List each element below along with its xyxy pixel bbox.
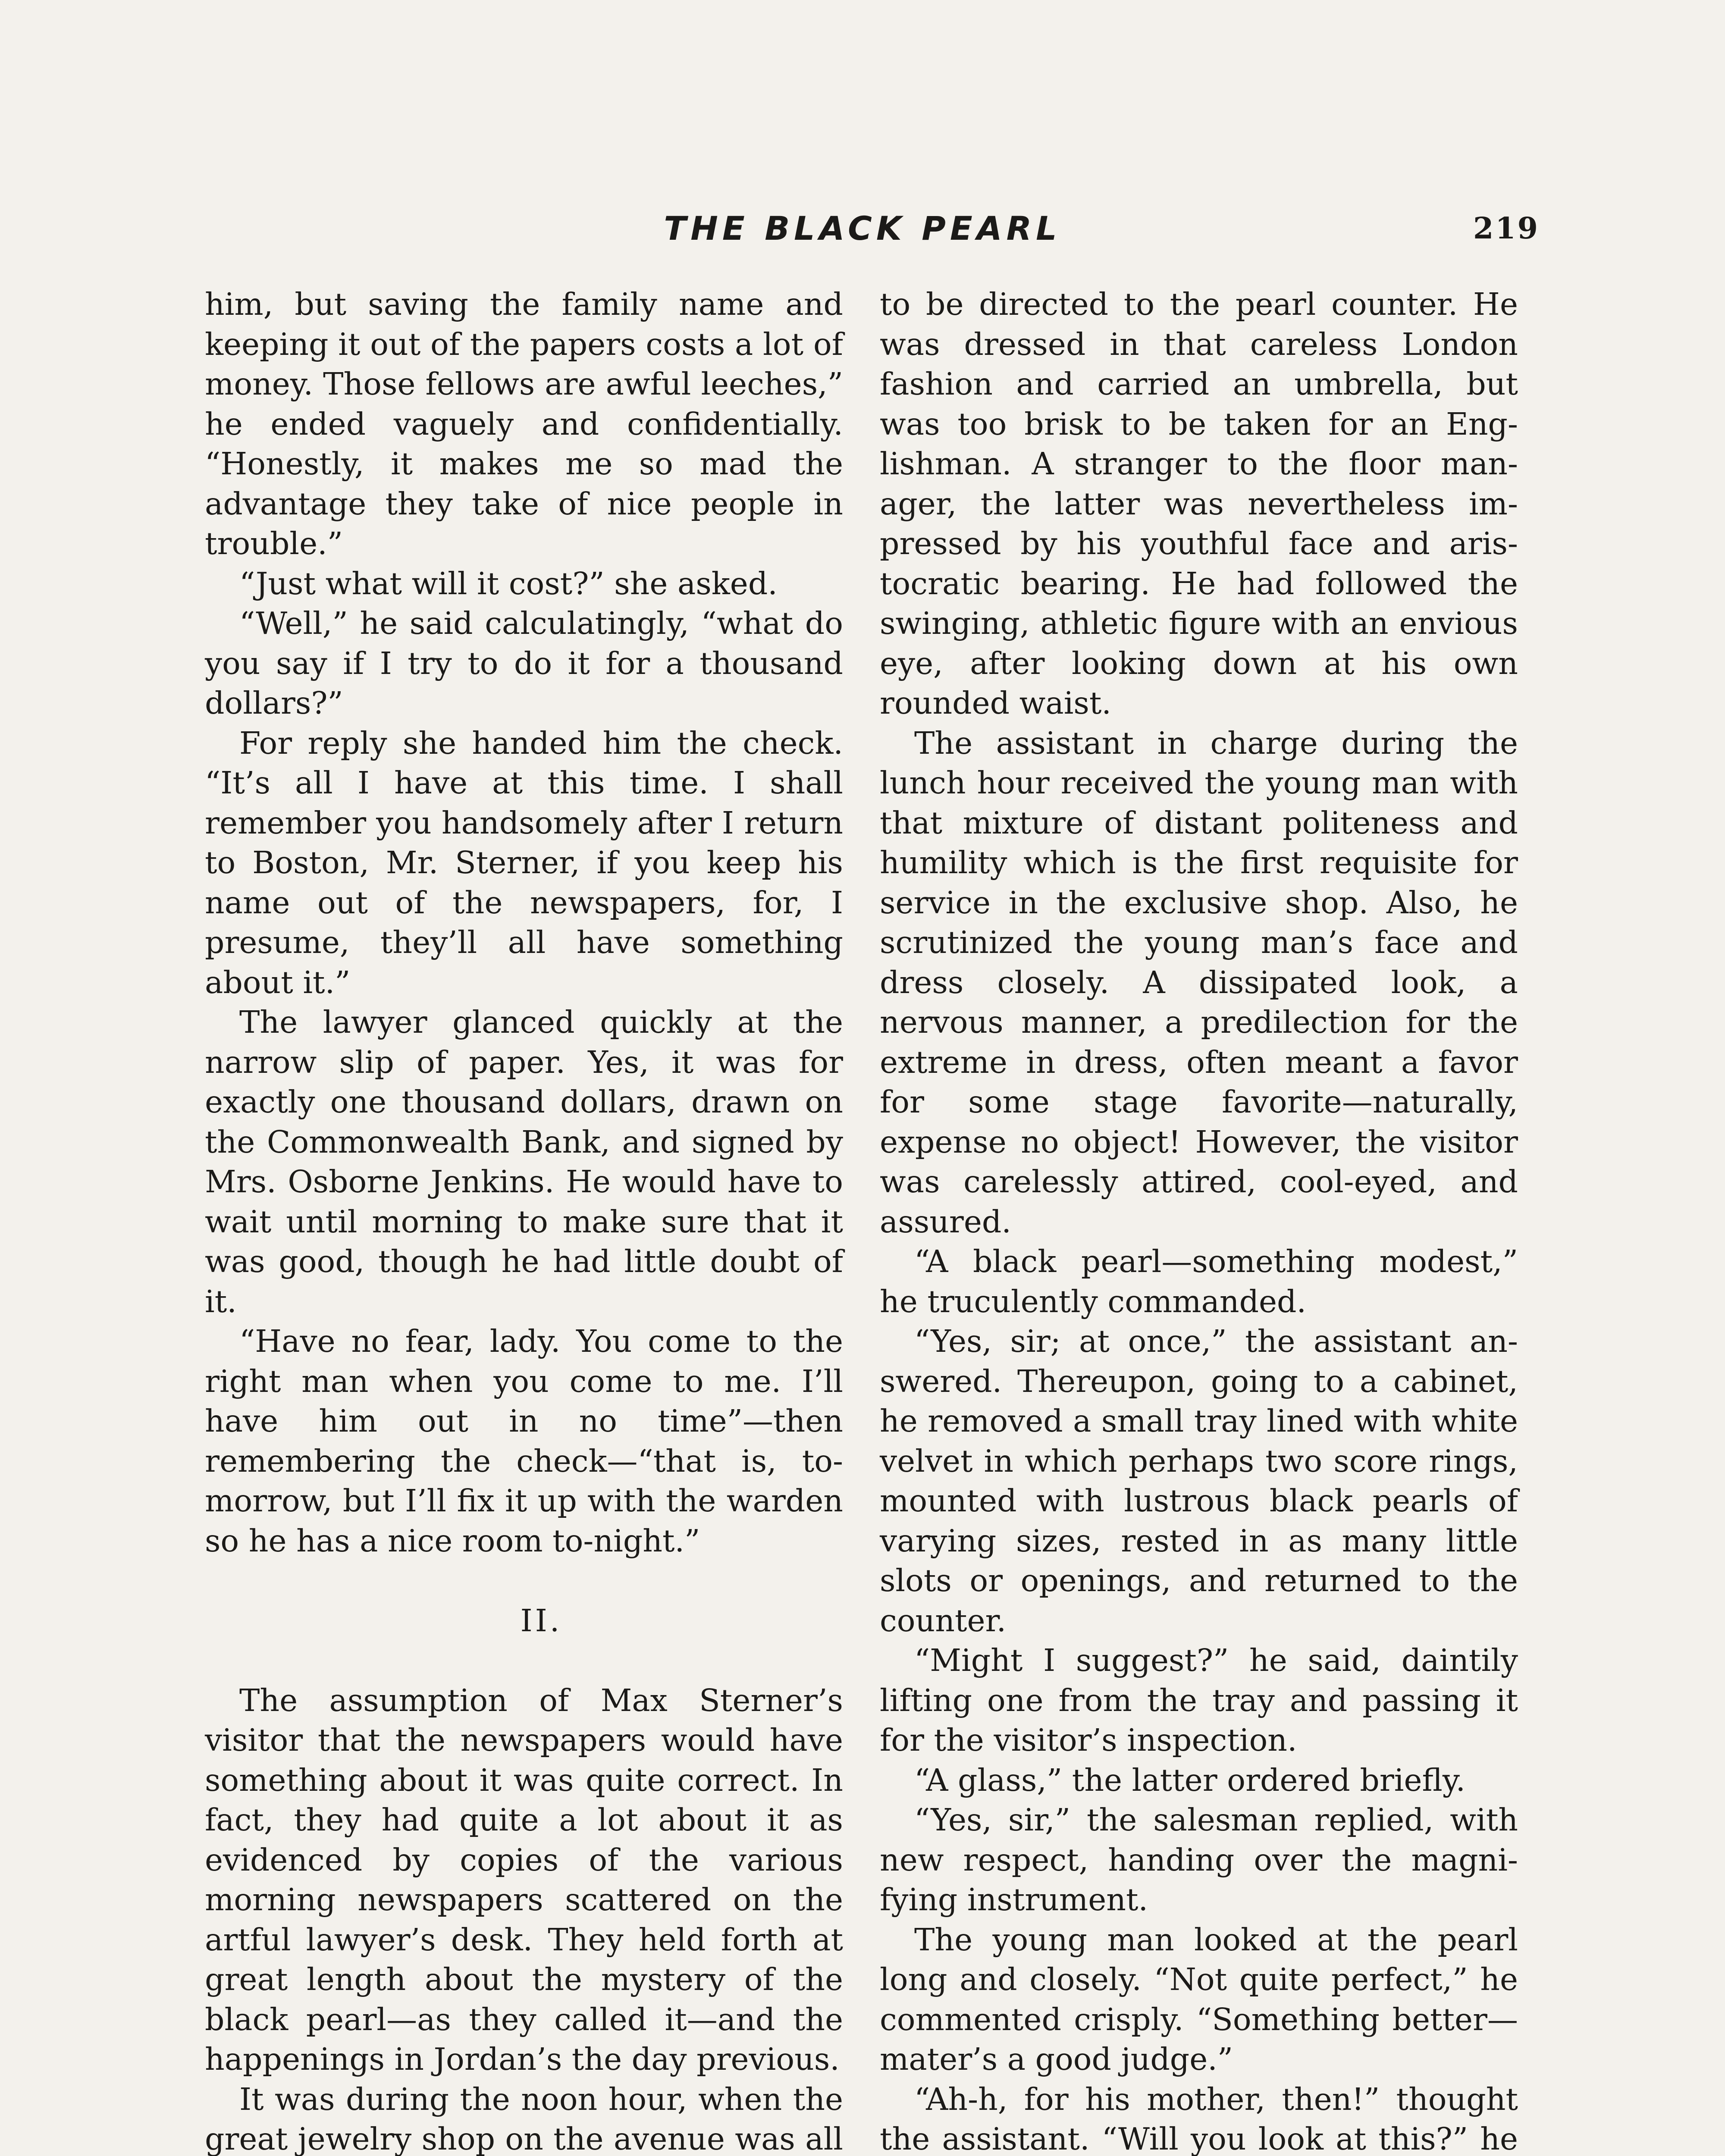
paragraph: “Yes, sir; at once,” the assistant answered. Thereupon, going to a cabinet, he removed a small tray lined with white velvet in which perhaps two score rings, mounted with lustrous black pearls of varying sizes, rested in as many little slots or openings, and returned to the counter. — [880, 1323, 1518, 1639]
paragraph: “Yes, sir,” the salesman replied, with new respect, handing over the magnifying instrument. — [880, 1802, 1518, 1918]
right-column — [880, 285, 1518, 2156]
paragraph: The assumption of Max Sterner’s visitor that the newspapers would have something about it was quite correct. In fact, they had quite a lot about it as evidenced by copies of the various morning newspapers scattered on the artful lawyer’s desk. They held forth at great length about the mystery of the black pearl—as they called it—and the happenings in Jordan’s the day previous. — [205, 1682, 843, 2077]
paragraph: him, but saving the family name and keeping it out of the papers costs a lot of money. Those fellows are awful leeches,” he ended vaguely and confidentially. “Honestly, it makes me so mad the advantage they take of nice people in trouble.” — [205, 286, 843, 561]
paragraph: “Have no fear, lady. You come to the right man when you come to me. I’ll have him out in no time”—then remembering the check—“that is, tomorrow, but I’ll fix it up with the warden so he has a nice room to-night.” — [205, 1323, 843, 1559]
left-column — [205, 285, 843, 2156]
paragraph: “Just what will it cost?” she asked. — [239, 565, 778, 602]
paragraph: “Well,” he said calculatingly, “what do you say if I try to do it for a thousand dollars?” — [205, 605, 843, 721]
running-title: THE BLACK PEARL — [664, 209, 1061, 248]
paragraph: “Might I suggest?” he said, daintily lifting one from the tray and passing it for the visitor’s inspection. — [880, 1642, 1518, 1758]
paragraph: “A glass,” the latter ordered briefly. — [914, 1762, 1466, 1798]
paragraph: The lawyer glanced quickly at the narrow slip of paper. Yes, it was for exactly one thousand dollars, drawn on the Commonwealth Bank, and signed by Mrs. Osborne Jenkins. He would have to wait until morning to make sure that it was good, though he had little doubt of it. — [205, 1004, 843, 1319]
running-header — [0, 203, 1725, 254]
paragraph: For reply she handed him the check. “It’s all I have at this time. I shall remember you handsomely after I return to Boston, Mr. Sterner, if you keep his name out of the newspapers, for, I presume, they’ll all have something about it.” — [205, 725, 843, 1000]
paragraph: to be directed to the pearl counter. He was dressed in that careless London fashion and carried an umbrella, but was too brisk to be taken for an Englishman. A stranger to the floor manager, the latter was nevertheless impressed by his youthful face and aristocratic bearing. He had followed the swinging, athletic figure with an envious eye, after looking down at his own rounded waist. — [880, 286, 1518, 721]
paragraph: The assistant in charge during the lunch hour received the young man with that mixture of distant politeness and humility which is the first requisite for service in the exclusive shop. Also, he scrutinized the young man’s face and dress closely. A dissipated look, a nervous manner, a predilection for the extreme in dress, often meant a favor for some stage favorite—naturally, expense no object! However, the visitor was carelessly attired, cool-eyed, and assured. — [880, 725, 1518, 1240]
paragraph: “Ah-h, for his mother, then!” thought the assistant. “Will you look at this?” he — [880, 2081, 1518, 2156]
page-number: 219 — [1473, 211, 1540, 246]
section-heading: II. — [520, 1602, 562, 1639]
paragraph: It was during the noon hour, when the great jewelry shop on the avenue was all — [205, 2081, 843, 2156]
paragraph: “A black pearl—something modest,” he truculently commanded. — [880, 1244, 1518, 1319]
paragraph: The young man looked at the pearl long and closely. “Not quite perfect,” he commented crisply. “Something better—mater’s a good judge.” — [880, 1921, 1518, 2077]
